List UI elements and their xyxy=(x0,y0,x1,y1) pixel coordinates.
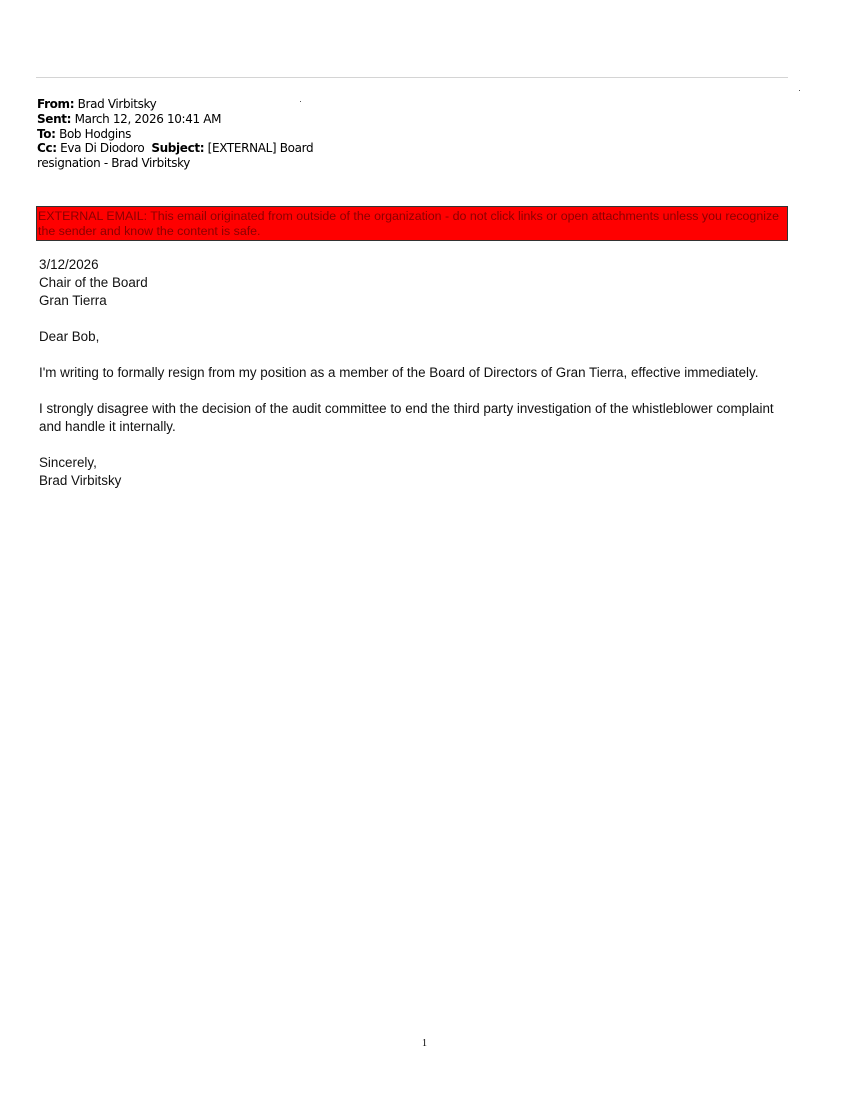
sent-value: March 12, 2026 10:41 AM xyxy=(74,111,222,126)
subject-label: Subject: xyxy=(151,141,205,156)
sent-line xyxy=(37,112,367,127)
recipient-org: Gran Tierra xyxy=(39,293,107,308)
scan-speck xyxy=(799,90,800,91)
sign-off xyxy=(39,454,799,490)
salutation: Dear Bob, xyxy=(39,329,100,344)
from-label: From: xyxy=(37,97,75,111)
header-divider xyxy=(36,77,788,78)
cc-subject-line xyxy=(37,141,367,156)
page-number: 1 xyxy=(422,1038,427,1049)
to-value: Bob Hodgins xyxy=(59,126,132,141)
to-label: To: xyxy=(37,126,56,141)
paragraph-resignation: I'm writing to formally resign from my position as a member of the Board of Directors of Gran Tierra, effective immediately. xyxy=(39,365,759,380)
paragraph-reason: I strongly disagree with the decision of the audit committee to end the third party investigation of the whistleblower complaint and handle it internally. xyxy=(39,401,774,434)
signature: Brad Virbitsky xyxy=(39,473,122,488)
recipient-title: Chair of the Board xyxy=(39,275,148,290)
sent-label: Sent: xyxy=(37,111,72,126)
cc-value: Eva Di Diodoro xyxy=(60,141,145,156)
letter-address-block xyxy=(39,256,799,310)
subject-value-line1: [EXTERNAL] Board xyxy=(207,141,314,156)
email-header xyxy=(37,97,367,171)
letter-date: 3/12/2026 xyxy=(39,257,99,272)
external-email-warning-text: EXTERNAL EMAIL: This email originated from outside of the organization - do not click links or open attachments unless you recognize the sender and know the content is safe. xyxy=(38,209,780,238)
letter-body xyxy=(39,256,799,508)
to-line xyxy=(37,127,367,142)
external-email-warning-banner xyxy=(36,206,788,241)
cc-label: Cc: xyxy=(37,141,57,156)
from-line xyxy=(37,97,367,112)
from-value: Brad Virbitsky xyxy=(77,97,157,111)
closing: Sincerely, xyxy=(39,455,97,470)
subject-value-line2: resignation - Brad Virbitsky xyxy=(37,156,191,171)
